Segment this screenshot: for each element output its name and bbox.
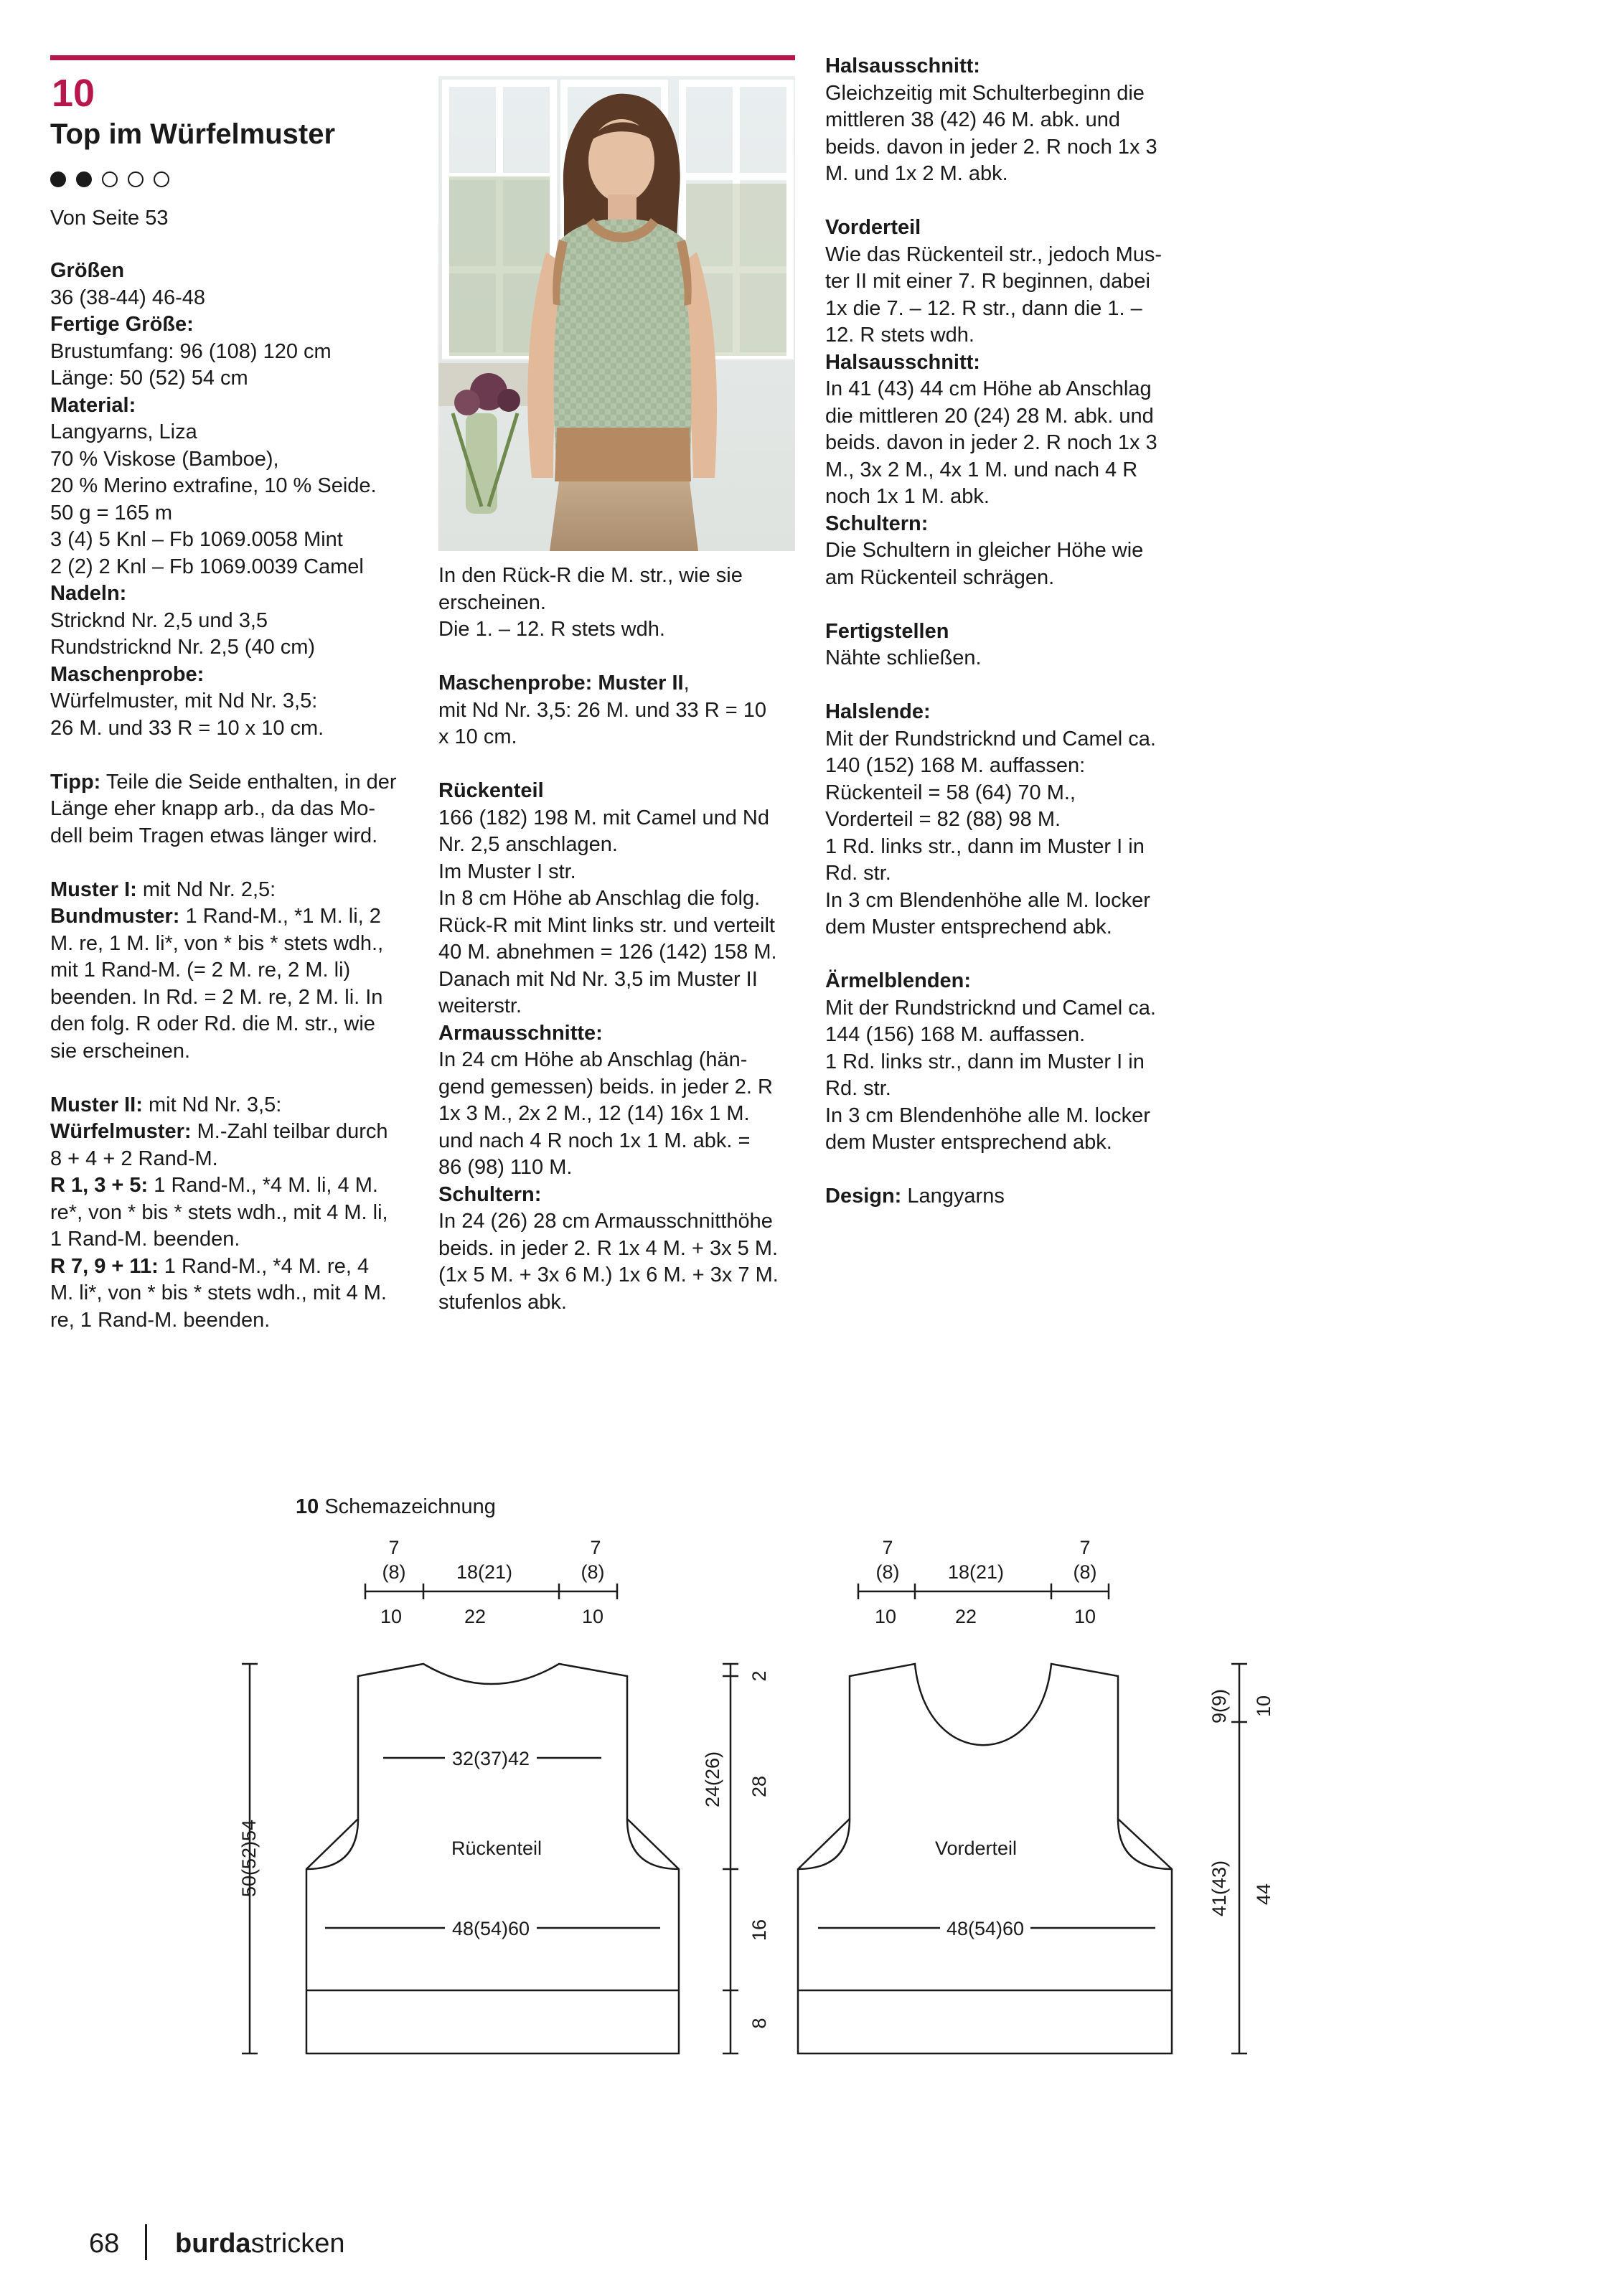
page-number: 68 [89, 2229, 120, 2259]
front-body-a: 41(43) [1208, 1860, 1230, 1917]
line-text: sie erscheinen. [50, 1039, 191, 1063]
line-text: Rd. str. [825, 862, 891, 885]
front-neck-depth-b: 10 [1253, 1695, 1274, 1718]
section-label: Fertigstellen [825, 619, 949, 643]
section-label: Design: [825, 1185, 902, 1208]
back-top-mid-b: 22 [464, 1606, 487, 1627]
line-text: Nähte schließen. [825, 646, 982, 669]
section-label: Nadeln: [50, 582, 127, 605]
source-reference: Von Seite 53 [50, 207, 169, 230]
line-text: 3 (4) 5 Knl – Fb 1069.0058 Mint [50, 528, 343, 551]
section-label: Armausschnitte: [438, 1021, 603, 1045]
line-text: mittleren 38 (42) 46 M. abk. und [825, 108, 1121, 131]
line-text: M.-Zahl teilbar durch [191, 1120, 388, 1143]
section-label: Schultern: [438, 1182, 542, 1206]
scale-band: 8 [748, 2018, 770, 2029]
scale-arm-total: 24(26) [702, 1751, 723, 1808]
page-title: Top im Würfelmuster [50, 118, 336, 150]
line-text: 166 (182) 198 M. mit Camel und Nd [438, 806, 769, 829]
line-text: beids. davon in jeder 2. R noch 1x 3 [825, 135, 1157, 159]
line-text: 1 Rand-M. beenden. [50, 1228, 240, 1251]
pattern-number: 10 [52, 72, 95, 115]
scale-arm: 28 [748, 1775, 770, 1798]
line-text: 70 % Viskose (Bamboe), [50, 447, 279, 471]
line-text: 26 M. und 33 R = 10 x 10 cm. [50, 716, 324, 740]
line-text: , [683, 672, 690, 695]
section-label: Halsausschnitt: [825, 55, 980, 77]
line-text: stufenlos abk. [438, 1290, 567, 1314]
line-text: mit Nd Nr. 2,5: [136, 878, 276, 901]
back-lower-width: 48(54)60 [451, 1918, 530, 1939]
line-text: 1 Rand-M., *1 M. li, 2 [179, 905, 381, 928]
line-text: re, 1 Rand-M. beenden. [50, 1308, 271, 1332]
line-text: am Rückenteil schrägen. [825, 565, 1055, 589]
back-top-left-b: (8) [382, 1561, 406, 1583]
front-body-b: 44 [1253, 1883, 1274, 1906]
line-text: Länge eher knapp arb., da das Mo- [50, 797, 376, 820]
line-text: 1 Rand-M., *4 M. re, 4 [158, 1254, 370, 1278]
line-text: ter II mit einer 7. R beginnen, dabei [825, 270, 1150, 293]
line-text: den folg. R oder Rd. die M. str., wie [50, 1012, 375, 1035]
line-text: Gleichzeitig mit Schulterbeginn die [825, 81, 1145, 105]
section-label: Vorderteil [825, 216, 921, 239]
line-text: 1x 3 M., 2x 2 M., 12 (14) 16x 1 M. [438, 1102, 750, 1125]
back-top-right-c: 10 [581, 1606, 604, 1627]
line-text: Rückenteil = 58 (64) 70 M., [825, 781, 1076, 804]
line-text: M., 3x 2 M., 4x 1 M. und nach 4 R [825, 458, 1138, 481]
line-text: In 3 cm Blendenhöhe alle M. locker [825, 1104, 1150, 1127]
back-total-height: 50(52)54 [238, 1819, 260, 1898]
front-top-right-c: 10 [1074, 1606, 1096, 1627]
line-text: Mit der Rundstricknd und Camel ca. [825, 727, 1156, 751]
line-text: (1x 5 M. + 3x 6 M.) 1x 6 M. + 3x 7 M. [438, 1264, 779, 1286]
scale-top: 2 [748, 1670, 770, 1682]
section-label: Würfelmuster: [50, 1120, 192, 1143]
line-text: M. und 1x 2 M. abk. [825, 162, 1008, 185]
back-upper-width: 32(37)42 [451, 1748, 530, 1769]
line-text: Nr. 2,5 anschlagen. [438, 833, 618, 856]
front-top-right-b: (8) [1073, 1561, 1097, 1583]
front-top-mid-b: 22 [954, 1606, 977, 1627]
line-text: Rundstricknd Nr. 2,5 (40 cm) [50, 636, 316, 659]
line-text: gend gemessen) beids. in jeder 2. R [438, 1075, 773, 1098]
front-piece-label: Vorderteil [934, 1838, 1018, 1859]
section-label: Größen [50, 259, 125, 282]
line-text: beids. davon in jeder 2. R noch 1x 3 [825, 431, 1157, 454]
line-text: Rd. str. [825, 1077, 891, 1100]
section-label: Fertige Größe: [50, 313, 194, 336]
line-text: Die 1. – 12. R stets wdh. [438, 618, 665, 641]
schema-title: Schemazeichnung [324, 1495, 496, 1518]
back-top-right-b: (8) [581, 1561, 605, 1583]
line-text: In 24 (26) 28 cm Armausschnitthöhe [438, 1210, 773, 1233]
line-text: Rück-R mit Mint links str. und verteilt [438, 913, 775, 937]
section-label: Halsausschnitt: [825, 350, 980, 374]
section-label: Tipp: [50, 770, 101, 794]
line-text: Mit der Rundstricknd und Camel ca. [825, 996, 1156, 1020]
section-label: Muster II: [50, 1093, 143, 1116]
line-text: 20 % Merino extrafine, 10 % Seide. [50, 474, 377, 497]
line-text: mit Nd Nr. 3,5: [142, 1093, 282, 1116]
line-text: Danach mit Nd Nr. 3,5 im Muster II [438, 967, 758, 991]
line-text: x 10 cm. [438, 725, 517, 748]
front-top-left-a: 7 [882, 1537, 893, 1558]
section-label: Bundmuster: [50, 905, 180, 928]
line-text: 40 M. abnehmen = 126 (142) 158 M. [438, 941, 777, 964]
back-top-right-a: 7 [590, 1537, 601, 1558]
line-text: Im Muster I str. [438, 860, 576, 883]
line-text: Brustumfang: 96 (108) 120 cm [50, 339, 332, 363]
schema-number: 10 [296, 1495, 319, 1518]
section-label: Halslende: [825, 700, 931, 723]
line-text: Die Schultern in gleicher Höhe wie [825, 539, 1144, 562]
front-top-mid-a: 18(21) [947, 1561, 1005, 1583]
brand-logo [175, 2228, 344, 2259]
line-text: In 41 (43) 44 cm Höhe ab Anschlag [825, 377, 1152, 400]
line-text: 1 Rd. links str., dann im Muster I in [825, 1050, 1145, 1073]
line-text: dem Muster entsprechend abk. [825, 916, 1112, 938]
line-text: 86 (98) 110 M. [438, 1156, 573, 1179]
section-label: Maschenprobe: Muster II [438, 672, 684, 695]
line-text: 1 Rand-M., *4 M. li, 4 M. [148, 1174, 378, 1197]
line-text: Langyarns, Liza [50, 420, 197, 443]
line-text: dell beim Tragen etwas länger wird. [50, 824, 378, 847]
back-top-mid-a: 18(21) [456, 1561, 513, 1583]
brand-bold: burda [175, 2229, 251, 2259]
line-text: In 3 cm Blendenhöhe alle M. locker [825, 888, 1150, 912]
back-top-left-a: 7 [388, 1537, 400, 1558]
section-label: Ärmelblenden: [825, 969, 972, 992]
line-text: Langyarns [901, 1185, 1005, 1208]
line-text: M. li*, von * bis * stets wdh., mit 4 M. [50, 1281, 387, 1304]
line-text: Teile die Seide enthalten, in der [100, 770, 397, 794]
back-top-left-c: 10 [380, 1606, 403, 1627]
line-text: 12. R stets wdh. [825, 324, 974, 347]
line-text: In den Rück-R die M. str., wie sie [438, 564, 743, 587]
line-text: und nach 4 R noch 1x 1 M. abk. = [438, 1129, 751, 1152]
back-piece-label: Rückenteil [451, 1838, 542, 1859]
line-text: die mittleren 20 (24) 28 M. abk. und [825, 404, 1154, 428]
front-lower-width: 48(54)60 [946, 1918, 1025, 1939]
line-text: M. re, 1 M. li*, von * bis * stets wdh., [50, 931, 384, 955]
line-text: 8 + 4 + 2 Rand-M. [50, 1147, 218, 1170]
line-text: Wie das Rückenteil str., jedoch Mus- [825, 243, 1162, 266]
line-text: 1x die 7. – 12. R str., dann die 1. – [825, 296, 1142, 320]
line-text: Länge: 50 (52) 54 cm [50, 367, 248, 390]
line-text: 36 (38-44) 46-48 [50, 286, 206, 309]
line-text: beids. in jeder 2. R 1x 4 M. + 3x 5 M. [438, 1236, 779, 1260]
section-label: R 1, 3 + 5: [50, 1174, 149, 1197]
line-text: mit Nd Nr. 3,5: 26 M. und 33 R = 10 [438, 698, 766, 722]
section-label: Rückenteil [438, 779, 544, 802]
line-text: 2 (2) 2 Knl – Fb 1069.0039 Camel [50, 555, 364, 578]
brand-rest: stricken [250, 2229, 345, 2259]
front-top-left-b: (8) [875, 1561, 900, 1583]
section-label: Schultern: [825, 512, 929, 535]
front-top-left-c: 10 [874, 1606, 897, 1627]
line-text: erscheinen. [438, 591, 546, 614]
line-text: weiterstr. [438, 994, 522, 1017]
line-text: Stricknd Nr. 2,5 und 3,5 [50, 608, 268, 632]
line-text: Würfelmuster, mit Nd Nr. 3,5: [50, 690, 318, 712]
scale-body: 16 [748, 1919, 770, 1942]
line-text: re*, von * bis * stets wdh., mit 4 M. li, [50, 1200, 388, 1224]
section-label: R 7, 9 + 11: [50, 1254, 159, 1278]
section-label: Maschenprobe: [50, 662, 205, 686]
front-neck-depth-a: 9(9) [1208, 1688, 1230, 1724]
line-text: Vorderteil = 82 (88) 98 M. [825, 808, 1061, 831]
section-label: Muster I: [50, 878, 137, 901]
line-text: mit 1 Rand-M. (= 2 M. re, 2 M. li) [50, 959, 351, 982]
line-text: dem Muster entsprechend abk. [825, 1131, 1112, 1154]
front-top-right-a: 7 [1079, 1537, 1091, 1558]
section-label: Material: [50, 393, 136, 417]
line-text: noch 1x 1 M. abk. [825, 485, 990, 508]
line-text: 1 Rd. links str., dann im Muster I in [825, 834, 1145, 858]
line-text: beenden. In Rd. = 2 M. re, 2 M. li. In [50, 985, 383, 1009]
line-text: 144 (156) 168 M. auffassen. [825, 1023, 1086, 1046]
footer-divider [145, 2224, 147, 2260]
line-text: In 24 cm Höhe ab Anschlag (hän- [438, 1048, 748, 1071]
line-text: 140 (152) 168 M. auffassen: [825, 754, 1086, 777]
line-text: 50 g = 165 m [50, 501, 173, 524]
line-text: In 8 cm Höhe ab Anschlag die folg. [438, 887, 761, 910]
